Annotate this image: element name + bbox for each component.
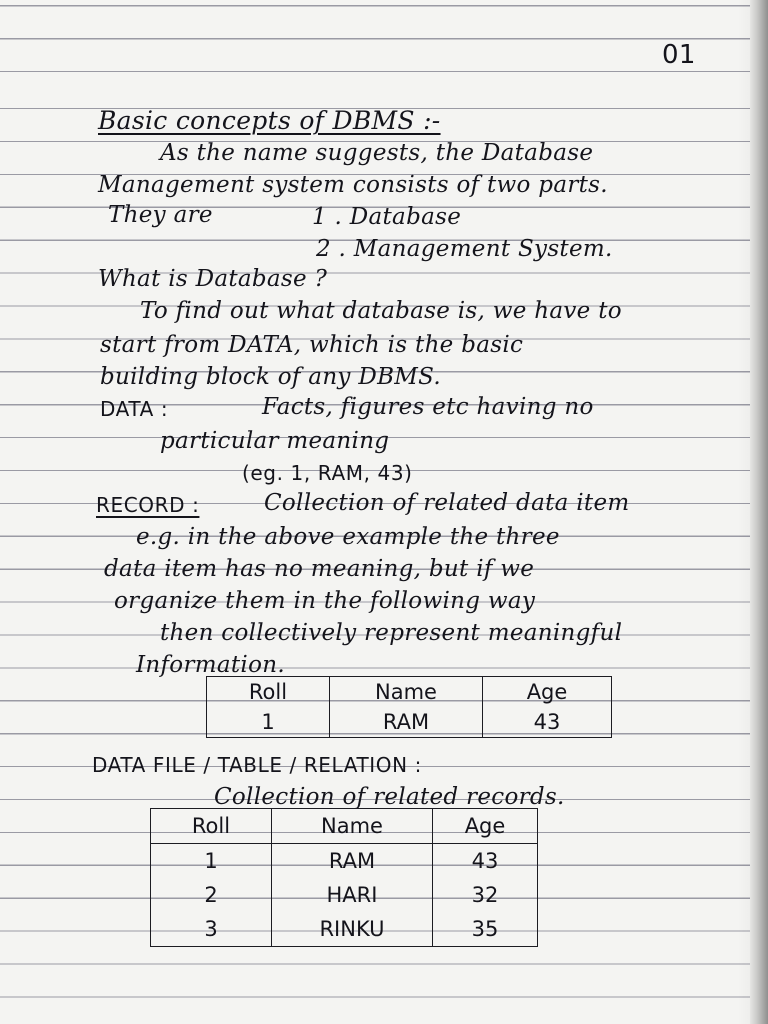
table-header-cell: Age bbox=[483, 677, 612, 708]
what-is-database-line-3: building block of any DBMS. bbox=[100, 364, 441, 390]
data-def-line-2: particular meaning bbox=[160, 428, 390, 454]
intro-part-1: 1 . Database bbox=[312, 204, 462, 230]
table-header-row bbox=[151, 809, 538, 844]
table-cell: 1 bbox=[207, 707, 330, 738]
record-def-line-6: Information. bbox=[136, 652, 285, 678]
intro-line-3: They are bbox=[108, 202, 213, 228]
table-cell: 2 bbox=[151, 878, 272, 912]
record-term: RECORD : bbox=[96, 493, 200, 517]
table-header-cell: Name bbox=[330, 677, 483, 708]
data-file-line-1: Collection of related records. bbox=[214, 784, 565, 810]
table-header-cell: Age bbox=[433, 809, 538, 844]
intro-line-1: As the name suggests, the Database bbox=[160, 140, 594, 166]
what-is-database-line-2: start from DATA, which is the basic bbox=[100, 332, 524, 358]
table-row bbox=[151, 878, 538, 912]
table-row bbox=[207, 707, 612, 738]
data-def-line-1: Facts, figures etc having no bbox=[262, 394, 594, 420]
table-cell: 43 bbox=[483, 707, 612, 738]
table-header-cell: Roll bbox=[151, 809, 272, 844]
table-cell: 35 bbox=[433, 912, 538, 947]
page-number: 01 bbox=[662, 40, 696, 70]
page-edge-shadow bbox=[750, 0, 768, 1024]
table-cell: RINKU bbox=[272, 912, 433, 947]
what-is-database-question: What is Database ? bbox=[98, 266, 328, 292]
intro-line-2: Management system consists of two parts. bbox=[98, 172, 608, 198]
table-cell: HARI bbox=[272, 878, 433, 912]
record-table bbox=[206, 676, 612, 738]
data-def-example: (eg. 1, RAM, 43) bbox=[242, 461, 413, 485]
table-cell: 43 bbox=[433, 844, 538, 879]
relation-table bbox=[150, 808, 538, 947]
data-file-term: DATA FILE / TABLE / RELATION : bbox=[92, 753, 422, 777]
table-row bbox=[151, 912, 538, 947]
record-def-line-4: organize them in the following way bbox=[114, 588, 536, 614]
record-def-line-5: then collectively represent meaningful bbox=[160, 620, 623, 646]
table-cell: 32 bbox=[433, 878, 538, 912]
record-def-line-3: data item has no meaning, but if we bbox=[104, 556, 535, 582]
intro-part-2: 2 . Management System. bbox=[316, 236, 613, 262]
page-heading: Basic concepts of DBMS :- bbox=[98, 106, 441, 135]
data-term: DATA : bbox=[100, 397, 169, 421]
table-row bbox=[151, 844, 538, 879]
table-cell: 1 bbox=[151, 844, 272, 879]
table-cell: 3 bbox=[151, 912, 272, 947]
table-header-cell: Name bbox=[272, 809, 433, 844]
table-cell: RAM bbox=[272, 844, 433, 879]
what-is-database-line-1: To find out what database is, we have to bbox=[140, 298, 622, 324]
table-header-cell: Roll bbox=[207, 677, 330, 708]
record-def-line-1: Collection of related data item bbox=[264, 490, 630, 516]
record-def-line-2: e.g. in the above example the three bbox=[136, 524, 560, 550]
table-cell: RAM bbox=[330, 707, 483, 738]
table-header-row bbox=[207, 677, 612, 708]
